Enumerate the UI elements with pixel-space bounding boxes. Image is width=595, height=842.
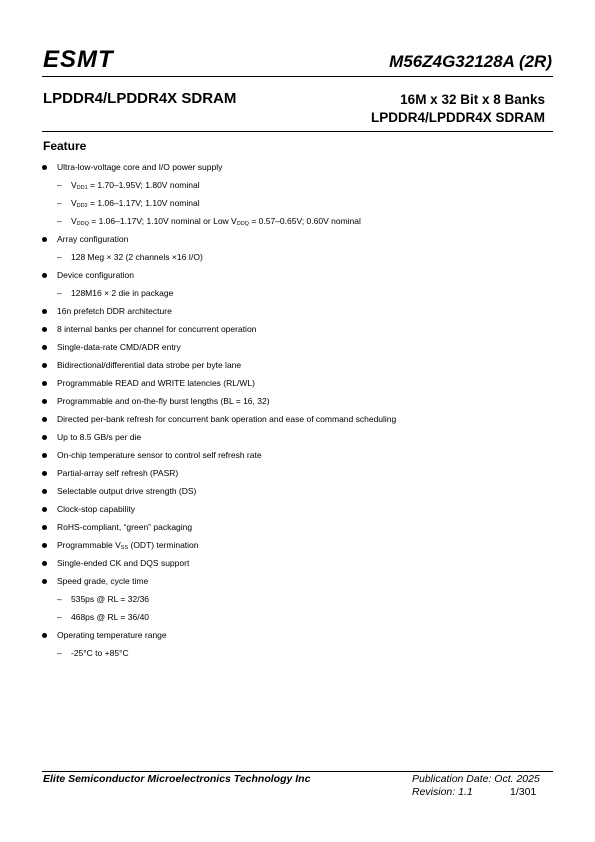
feature-text: Up to 8.5 GB/s per die	[57, 432, 142, 442]
feature-item	[0, 464, 396, 482]
section-heading: Feature	[43, 139, 87, 153]
feature-text: = 1.06–1.17V; 1.10V nominal or Low V	[88, 216, 237, 226]
header-divider	[42, 76, 553, 77]
feature-item	[0, 500, 396, 518]
feature-item	[0, 410, 396, 428]
feature-item	[0, 158, 396, 176]
feature-text: Bidirectional/differential data strobe per byte lane	[57, 360, 242, 370]
feature-text: Partial-array self refresh (PASR)	[57, 468, 179, 478]
feature-item	[0, 554, 396, 572]
feature-text: = 1.06–1.17V; 1.10V nominal	[87, 198, 200, 208]
feature-text: 16n prefetch DDR architecture	[57, 306, 172, 316]
feature-item	[0, 356, 396, 374]
feature-text: Array configuration	[57, 234, 129, 244]
feature-item	[0, 428, 396, 446]
feature-item	[0, 374, 396, 392]
part-number: M56Z4G32128A (2R)	[389, 52, 552, 71]
feature-text: 468ps @ RL = 36/40	[71, 612, 150, 622]
feature-text: Device configuration	[57, 270, 135, 280]
publication-date: Publication Date: Oct. 2025	[412, 773, 540, 785]
feature-text: -25°C to +85°C	[71, 648, 129, 658]
config-line-1: 16M x 32 Bit x 8 Banks	[400, 92, 545, 107]
subscript: DD1	[76, 185, 88, 191]
feature-text: RoHS-compliant, “green” packaging	[57, 522, 193, 532]
feature-subitem	[0, 284, 396, 302]
feature-text: Operating temperature range	[57, 630, 167, 640]
feature-text: Programmable V	[57, 540, 121, 550]
feature-text: Programmable and on-the-fly burst lengths (BL = 16, 32)	[57, 396, 270, 406]
feature-text: = 0.57–0.65V; 0.60V nominal	[248, 216, 361, 226]
revision: Revision: 1.1	[412, 786, 473, 798]
feature-text: V	[71, 216, 77, 226]
feature-item	[0, 266, 396, 284]
feature-text: Programmable READ and WRITE latencies (RL/WL)	[57, 378, 255, 388]
feature-subitem	[0, 248, 396, 266]
feature-text: Directed per-bank refresh for concurrent bank operation and ease of command scheduling	[57, 414, 397, 424]
feature-text: V	[71, 180, 77, 190]
footer-divider	[42, 771, 553, 772]
feature-text: Ultra-low-voltage core and I/O power supply	[57, 162, 223, 172]
feature-subitem	[0, 608, 396, 626]
feature-subitem	[0, 176, 396, 194]
footer-company: Elite Semiconductor Microelectronics Technology Inc	[43, 773, 311, 785]
feature-text: V	[71, 198, 77, 208]
feature-item	[0, 482, 396, 500]
feature-text: 128M16 × 2 die in package	[71, 288, 174, 298]
feature-text: 128 Meg × 32 (2 channels ×16 I/O)	[71, 252, 203, 262]
feature-item	[0, 338, 396, 356]
feature-text: Selectable output drive strength (DS)	[57, 486, 197, 496]
feature-text: Clock-stop capability	[57, 504, 135, 514]
feature-text: Speed grade, cycle time	[57, 576, 149, 586]
subscript: DD2	[76, 203, 88, 209]
feature-subitem	[0, 194, 396, 212]
product-config	[371, 91, 545, 127]
subscript: DDQ	[76, 221, 89, 227]
company-logo: ESMT	[43, 46, 114, 73]
feature-item	[0, 320, 396, 338]
feature-item	[0, 392, 396, 410]
feature-text: 535ps @ RL = 32/36	[71, 594, 150, 604]
feature-item	[0, 536, 396, 554]
config-line-2: LPDDR4/LPDDR4X SDRAM	[370, 110, 545, 125]
feature-text: 8 internal banks per channel for concurrent operation	[57, 324, 257, 334]
feature-subitem	[0, 644, 396, 662]
feature-text: Single-ended CK and DQS support	[57, 558, 190, 568]
feature-item	[0, 572, 396, 590]
feature-item	[0, 302, 396, 320]
page-number: 1/301	[510, 786, 537, 798]
feature-subitem	[0, 590, 396, 608]
feature-item	[0, 446, 396, 464]
feature-item	[0, 518, 396, 536]
title-divider	[42, 131, 553, 132]
subscript: SS	[120, 545, 129, 551]
feature-text: On-chip temperature sensor to control self refresh rate	[57, 450, 262, 460]
feature-list	[0, 158, 396, 662]
subscript: DDQ	[236, 221, 249, 227]
feature-item	[0, 626, 396, 644]
product-title: LPDDR4/LPDDR4X SDRAM	[43, 90, 237, 107]
feature-text: = 1.70–1.95V; 1.80V nominal	[87, 180, 200, 190]
feature-text: (ODT) termination	[128, 540, 199, 550]
feature-text: Single-data-rate CMD/ADR entry	[57, 342, 181, 352]
feature-item	[0, 230, 396, 248]
feature-subitem	[0, 212, 396, 230]
